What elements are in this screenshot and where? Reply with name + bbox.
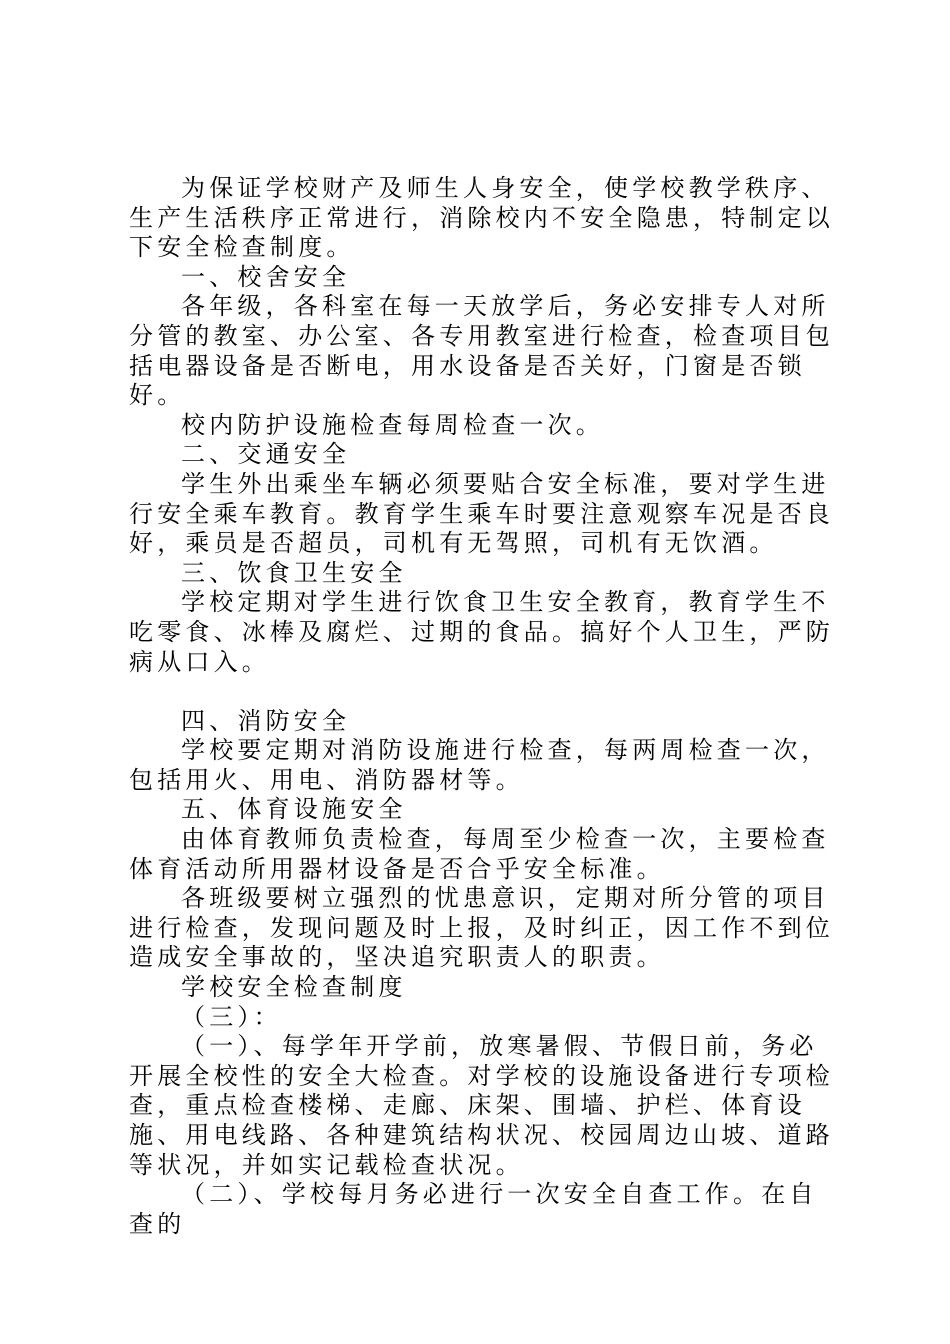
heading-part-three: （三）： — [181, 1002, 282, 1031]
paragraph-class-responsibility: 各班级要树立强烈的忧患意识，定期对所分管的项目进行检查，发现问题及时上报，及时纠正，因工作不到位造成安全事故的，坚决追究职责人的职责。 — [129, 884, 834, 972]
paragraph-school-building-check: 各年级，各科室在每一天放学后，务必安排专人对所分管的教室、办公室、各专用教室进行检查，检查项目包括电器设备是否断电，用水设备是否关好，门窗是否锁好。 — [129, 292, 834, 410]
paragraph-item-two: （二）、学校每月务必进行一次安全自查工作。在自查的 — [129, 1180, 818, 1238]
heading-school-safety-inspection-system: 学校安全检查制度 — [181, 973, 407, 1002]
paragraph-item-one: （一）、每学年开学前，放寒暑假、节假日前，务必开展全校性的安全大检查。对学校的设施设备进行专项检查，重点检查楼梯、走廊、床架、围墙、护栏、体育设施、用电线路、各种建筑结构状况、校园周边山坡、道路等状况，并如实记载检查状况。 — [129, 1032, 834, 1179]
paragraph-sports-facility: 由体育教师负责检查，每周至少检查一次，主要检查体育活动所用器材设备是否合乎安全标准。 — [129, 825, 830, 883]
heading-traffic-safety: 二、交通安全 — [181, 440, 351, 469]
paragraph-intro: 为保证学校财产及师生人身安全，使学校教学秩序、生产生活秩序正常进行，消除校内不安全隐患，特制定以下安全检查制度。 — [129, 174, 834, 262]
paragraph-fire-safety: 学校要定期对消防设施进行检查，每两周检查一次，包括用火、用电、消防器材等。 — [129, 736, 830, 794]
heading-sports-facility-safety: 五、体育设施安全 — [181, 795, 407, 824]
blank-line — [129, 677, 834, 707]
paragraph-protection-weekly: 校内防护设施检查每周检查一次。 — [181, 410, 604, 439]
heading-fire-safety: 四、消防安全 — [181, 706, 351, 735]
paragraph-food-hygiene: 学校定期对学生进行饮食卫生安全教育，教育学生不吃零食、冰棒及腐烂、过期的食品。搞好个人卫生，严防病从口入。 — [129, 588, 834, 676]
document-body — [129, 174, 834, 1239]
paragraph-traffic-safety: 学生外出乘坐车辆必须要贴合安全标准，要对学生进行安全乘车教育。教育学生乘车时要注意观察车况是否良好，乘员是否超员，司机有无驾照，司机有无饮酒。 — [129, 469, 834, 558]
heading-food-hygiene-safety: 三、饮食卫生安全 — [181, 558, 407, 587]
heading-school-building-safety: 一、校舍安全 — [181, 262, 351, 291]
